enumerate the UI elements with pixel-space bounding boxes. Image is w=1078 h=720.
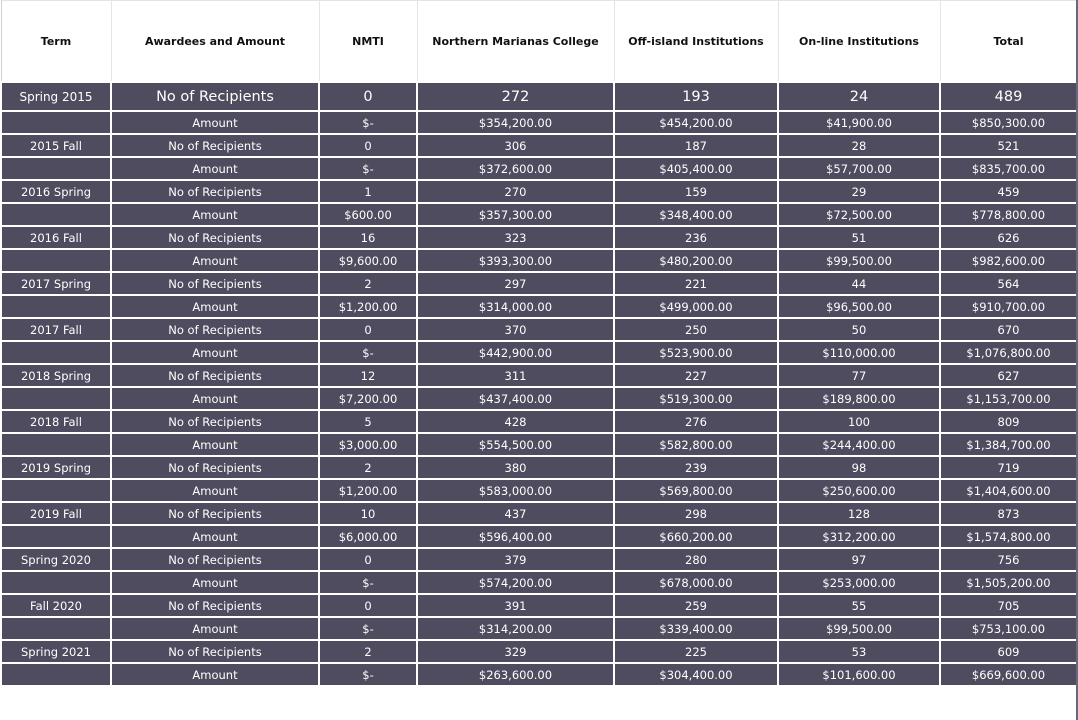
awardee-type-cell: Amount	[111, 433, 319, 456]
table-row	[1, 180, 1077, 203]
nmc-cell: 272	[417, 82, 614, 111]
awardee-type-cell: Amount	[111, 479, 319, 502]
awardee-type-cell: Amount	[111, 203, 319, 226]
online-cell: $101,600.00	[778, 663, 940, 686]
term-cell	[1, 249, 111, 272]
nmti-cell: $9,600.00	[319, 249, 417, 272]
online-cell: 51	[778, 226, 940, 249]
online-cell: $96,500.00	[778, 295, 940, 318]
total-cell: $1,384,700.00	[940, 433, 1077, 456]
nmc-cell: $393,300.00	[417, 249, 614, 272]
table-row	[1, 502, 1077, 525]
awardee-type-cell: No of Recipients	[111, 318, 319, 341]
term-cell	[1, 433, 111, 456]
online-cell: 97	[778, 548, 940, 571]
term-cell: 2019 Spring	[1, 456, 111, 479]
off-island-cell: 227	[614, 364, 778, 387]
nmc-cell: $596,400.00	[417, 525, 614, 548]
nmti-cell: 10	[319, 502, 417, 525]
awardee-type-cell: Amount	[111, 295, 319, 318]
nmti-cell: 0	[319, 82, 417, 111]
table-row	[1, 617, 1077, 640]
online-cell: $72,500.00	[778, 203, 940, 226]
awardee-type-cell: Amount	[111, 525, 319, 548]
nmc-cell: 391	[417, 594, 614, 617]
term-cell	[1, 157, 111, 180]
nmc-cell: 329	[417, 640, 614, 663]
online-cell: $41,900.00	[778, 111, 940, 134]
total-cell: $850,300.00	[940, 111, 1077, 134]
term-cell: Fall 2020	[1, 594, 111, 617]
table-row	[1, 295, 1077, 318]
nmc-cell: 323	[417, 226, 614, 249]
total-cell: $778,800.00	[940, 203, 1077, 226]
nmti-cell: 16	[319, 226, 417, 249]
term-cell: Spring 2015	[1, 82, 111, 111]
online-cell: $99,500.00	[778, 249, 940, 272]
total-cell: 873	[940, 502, 1077, 525]
term-cell	[1, 617, 111, 640]
nmc-cell: $442,900.00	[417, 341, 614, 364]
term-cell: 2016 Fall	[1, 226, 111, 249]
off-island-cell: $348,400.00	[614, 203, 778, 226]
table-row	[1, 433, 1077, 456]
awardee-type-cell: Amount	[111, 249, 319, 272]
off-island-cell: $569,800.00	[614, 479, 778, 502]
term-cell: 2018 Spring	[1, 364, 111, 387]
nmti-cell: $-	[319, 341, 417, 364]
awardee-type-cell: No of Recipients	[111, 594, 319, 617]
nmti-cell: $7,200.00	[319, 387, 417, 410]
off-island-cell: $499,000.00	[614, 295, 778, 318]
off-island-cell: $339,400.00	[614, 617, 778, 640]
awardee-type-cell: No of Recipients	[111, 410, 319, 433]
term-cell	[1, 295, 111, 318]
off-island-cell: 236	[614, 226, 778, 249]
awardee-type-cell: Amount	[111, 157, 319, 180]
nmti-cell: $6,000.00	[319, 525, 417, 548]
term-cell: Spring 2021	[1, 640, 111, 663]
header-awardees-amount: Awardees and Amount	[111, 1, 319, 83]
nmti-cell: 2	[319, 640, 417, 663]
awardee-type-cell: No of Recipients	[111, 272, 319, 295]
nmti-cell: 0	[319, 318, 417, 341]
table-row	[1, 663, 1077, 686]
table-header	[1, 1, 1077, 83]
off-island-cell: 193	[614, 82, 778, 111]
table-row	[1, 82, 1077, 111]
table-row	[1, 387, 1077, 410]
total-cell: $835,700.00	[940, 157, 1077, 180]
nmc-cell: $354,200.00	[417, 111, 614, 134]
table-row	[1, 226, 1077, 249]
off-island-cell: 225	[614, 640, 778, 663]
awardee-type-cell: No of Recipients	[111, 502, 319, 525]
awardee-type-cell: No of Recipients	[111, 134, 319, 157]
nmc-cell: $372,600.00	[417, 157, 614, 180]
term-cell	[1, 111, 111, 134]
nmc-cell: 428	[417, 410, 614, 433]
total-cell: $1,574,800.00	[940, 525, 1077, 548]
awardee-type-cell: Amount	[111, 617, 319, 640]
online-cell: 100	[778, 410, 940, 433]
nmti-cell: 2	[319, 272, 417, 295]
awardee-type-cell: Amount	[111, 387, 319, 410]
table-row	[1, 134, 1077, 157]
total-cell: 564	[940, 272, 1077, 295]
nmti-cell: $600.00	[319, 203, 417, 226]
online-cell: 44	[778, 272, 940, 295]
nmc-cell: 311	[417, 364, 614, 387]
nmc-cell: 297	[417, 272, 614, 295]
term-cell	[1, 571, 111, 594]
term-cell	[1, 341, 111, 364]
awardee-type-cell: No of Recipients	[111, 226, 319, 249]
total-cell: $982,600.00	[940, 249, 1077, 272]
header-nmti: NMTI	[319, 1, 417, 83]
table-row	[1, 594, 1077, 617]
online-cell: $253,000.00	[778, 571, 940, 594]
online-cell: 24	[778, 82, 940, 111]
off-island-cell: 159	[614, 180, 778, 203]
total-cell: $1,505,200.00	[940, 571, 1077, 594]
header-term: Term	[1, 1, 111, 83]
off-island-cell: 259	[614, 594, 778, 617]
table-row	[1, 203, 1077, 226]
nmc-cell: 437	[417, 502, 614, 525]
nmti-cell: 5	[319, 410, 417, 433]
nmc-cell: 380	[417, 456, 614, 479]
term-cell: Spring 2020	[1, 548, 111, 571]
table-row	[1, 548, 1077, 571]
nmti-cell: $3,000.00	[319, 433, 417, 456]
nmti-cell: $-	[319, 663, 417, 686]
term-cell	[1, 479, 111, 502]
term-cell: 2018 Fall	[1, 410, 111, 433]
awardee-type-cell: Amount	[111, 341, 319, 364]
off-island-cell: 250	[614, 318, 778, 341]
awardee-type-cell: No of Recipients	[111, 180, 319, 203]
term-cell: 2015 Fall	[1, 134, 111, 157]
nmc-cell: $574,200.00	[417, 571, 614, 594]
total-cell: 719	[940, 456, 1077, 479]
table-row	[1, 640, 1077, 663]
online-cell: $99,500.00	[778, 617, 940, 640]
nmti-cell: 0	[319, 548, 417, 571]
table-row	[1, 341, 1077, 364]
table-row	[1, 456, 1077, 479]
nmc-cell: $314,000.00	[417, 295, 614, 318]
total-cell: 521	[940, 134, 1077, 157]
table-row	[1, 525, 1077, 548]
online-cell: 128	[778, 502, 940, 525]
online-cell: $57,700.00	[778, 157, 940, 180]
total-cell: $1,076,800.00	[940, 341, 1077, 364]
online-cell: $110,000.00	[778, 341, 940, 364]
total-cell: 670	[940, 318, 1077, 341]
total-cell: $1,153,700.00	[940, 387, 1077, 410]
total-cell: $1,404,600.00	[940, 479, 1077, 502]
total-cell: 705	[940, 594, 1077, 617]
term-cell	[1, 525, 111, 548]
awardee-type-cell: No of Recipients	[111, 548, 319, 571]
total-cell: $669,600.00	[940, 663, 1077, 686]
table-row	[1, 479, 1077, 502]
off-island-cell: 187	[614, 134, 778, 157]
nmti-cell: $-	[319, 157, 417, 180]
off-island-cell: $678,000.00	[614, 571, 778, 594]
nmti-cell: $-	[319, 571, 417, 594]
nmc-cell: $357,300.00	[417, 203, 614, 226]
off-island-cell: $660,200.00	[614, 525, 778, 548]
online-cell: $312,200.00	[778, 525, 940, 548]
awardee-type-cell: No of Recipients	[111, 82, 319, 111]
off-island-cell: $304,400.00	[614, 663, 778, 686]
table-row	[1, 318, 1077, 341]
awardee-type-cell: No of Recipients	[111, 364, 319, 387]
term-cell: 2016 Spring	[1, 180, 111, 203]
total-cell: $753,100.00	[940, 617, 1077, 640]
total-cell: 459	[940, 180, 1077, 203]
table-row	[1, 111, 1077, 134]
online-cell: 77	[778, 364, 940, 387]
nmti-cell: $1,200.00	[319, 295, 417, 318]
online-cell: 98	[778, 456, 940, 479]
online-cell: $189,800.00	[778, 387, 940, 410]
awardee-type-cell: No of Recipients	[111, 640, 319, 663]
total-cell: 609	[940, 640, 1077, 663]
off-island-cell: $480,200.00	[614, 249, 778, 272]
header-northern-marianas-college: Northern Marianas College	[417, 1, 614, 83]
online-cell: 29	[778, 180, 940, 203]
awardee-type-cell: Amount	[111, 571, 319, 594]
header-online-institutions: On-line Institutions	[778, 1, 940, 83]
term-cell: 2017 Spring	[1, 272, 111, 295]
table-row	[1, 272, 1077, 295]
nmc-cell: $554,500.00	[417, 433, 614, 456]
awardee-type-cell: Amount	[111, 663, 319, 686]
nmc-cell: 306	[417, 134, 614, 157]
nmc-cell: $263,600.00	[417, 663, 614, 686]
table-row	[1, 364, 1077, 387]
total-cell: 756	[940, 548, 1077, 571]
off-island-cell: $519,300.00	[614, 387, 778, 410]
off-island-cell: $582,800.00	[614, 433, 778, 456]
off-island-cell: 276	[614, 410, 778, 433]
term-cell	[1, 663, 111, 686]
nmti-cell: $1,200.00	[319, 479, 417, 502]
table-row	[1, 157, 1077, 180]
nmc-cell: 270	[417, 180, 614, 203]
term-cell: 2019 Fall	[1, 502, 111, 525]
term-cell: 2017 Fall	[1, 318, 111, 341]
off-island-cell: $405,400.00	[614, 157, 778, 180]
term-cell	[1, 387, 111, 410]
off-island-cell: 280	[614, 548, 778, 571]
nmc-cell: $583,000.00	[417, 479, 614, 502]
total-cell: 627	[940, 364, 1077, 387]
online-cell: $250,600.00	[778, 479, 940, 502]
online-cell: 28	[778, 134, 940, 157]
total-cell: 809	[940, 410, 1077, 433]
online-cell: $244,400.00	[778, 433, 940, 456]
online-cell: 50	[778, 318, 940, 341]
awardee-type-cell: No of Recipients	[111, 456, 319, 479]
off-island-cell: 298	[614, 502, 778, 525]
header-off-island-institutions: Off-island Institutions	[614, 1, 778, 83]
nmti-cell: $-	[319, 111, 417, 134]
nmti-cell: 0	[319, 134, 417, 157]
online-cell: 53	[778, 640, 940, 663]
header-total: Total	[940, 1, 1077, 83]
total-cell: $910,700.00	[940, 295, 1077, 318]
term-cell	[1, 203, 111, 226]
nmti-cell: 2	[319, 456, 417, 479]
nmti-cell: $-	[319, 617, 417, 640]
table-row	[1, 249, 1077, 272]
total-cell: 626	[940, 226, 1077, 249]
nmti-cell: 12	[319, 364, 417, 387]
nmc-cell: $314,200.00	[417, 617, 614, 640]
off-island-cell: $523,900.00	[614, 341, 778, 364]
off-island-cell: 239	[614, 456, 778, 479]
nmc-cell: $437,400.00	[417, 387, 614, 410]
nmti-cell: 1	[319, 180, 417, 203]
header-row	[1, 1, 1077, 83]
awardee-type-cell: Amount	[111, 111, 319, 134]
table-row	[1, 571, 1077, 594]
nmti-cell: 0	[319, 594, 417, 617]
nmc-cell: 370	[417, 318, 614, 341]
table-body	[1, 82, 1077, 686]
nmc-cell: 379	[417, 548, 614, 571]
off-island-cell: 221	[614, 272, 778, 295]
table-row	[1, 410, 1077, 433]
online-cell: 55	[778, 594, 940, 617]
off-island-cell: $454,200.00	[614, 111, 778, 134]
total-cell: 489	[940, 82, 1077, 111]
